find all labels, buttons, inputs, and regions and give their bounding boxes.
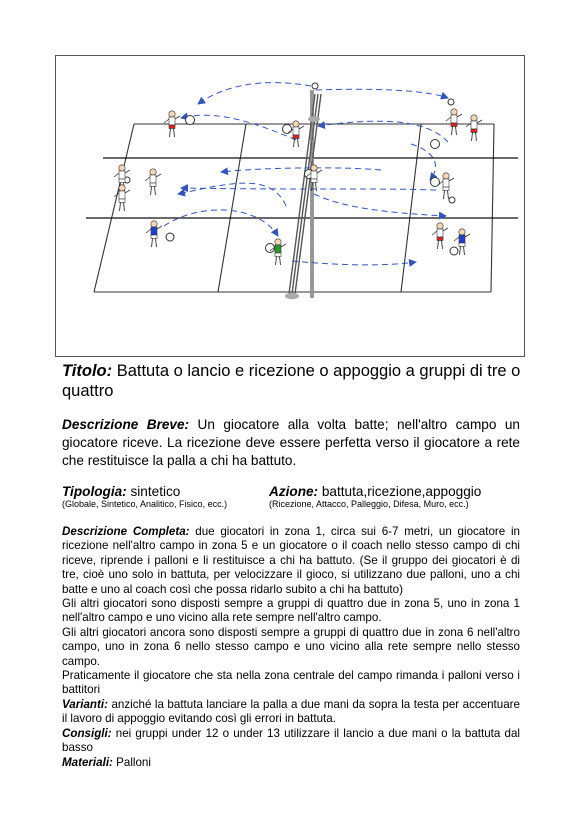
- full-description-p4: Praticamente il giocatore che sta nella zona centrale del campo rimanda i palloni verso i battitori: [62, 669, 520, 697]
- player-4: [466, 115, 482, 141]
- materials: [62, 756, 520, 770]
- action-label: Azione:: [269, 484, 319, 499]
- action: [269, 483, 481, 500]
- title-label: Titolo:: [62, 362, 113, 380]
- court-drawing: [56, 56, 526, 358]
- balls: [124, 83, 458, 255]
- exercise-title: [62, 361, 522, 401]
- short-description-text: Un giocatore alla volta batte; nell'altro campo un giocatore riceve. La ricezione deve essere perfetta verso il giocatore a rete che restituisce la palla a chi ha battuto.: [62, 417, 520, 468]
- typology-label: Tipologia:: [62, 484, 127, 499]
- short-description-label: Descrizione Breve:: [62, 417, 190, 432]
- tips-label: Consigli:: [62, 726, 112, 740]
- variants-label: Varianti:: [62, 697, 108, 711]
- player-3: [446, 109, 462, 135]
- full-description-text: due giocatori in zona 1, circa sui 6-7 metri, un giocatore in ricezione nell'altro campo in zona 5 e un giocatore o il coach nello stesso campo di chi riceve, riprende i palloni e li restituisce a chi ha battuto. (Se il gruppo dei giocatori è di tre, cioè uno solo in battuta, per velocizzare il gioco, si utilizzano due palloni, uno a chi batte e uno al coach così che possa ridarlo subito a chi ha battuto): [62, 525, 520, 596]
- typology: [62, 483, 180, 500]
- action-value: battuta,ricezione,appoggio: [321, 484, 482, 499]
- typology-value: sintetico: [130, 484, 181, 499]
- player-6: [145, 169, 161, 195]
- court-diagram: [55, 55, 525, 357]
- full-description-label: Descrizione Completa:: [62, 525, 190, 538]
- title-text: Battuta o lancio e ricezione o appoggio a gruppi di tre o quattro: [62, 362, 521, 400]
- players: [114, 109, 482, 265]
- tips: [62, 727, 520, 756]
- short-description: [62, 416, 520, 470]
- full-description-p3: Gli altri giocatori ancora sono disposti sempre a gruppi di quattro due in zona 6 nell'altro campo, uno in zona 6 nello stesso campo e uno vicino alla rete sempre nello stesso campo.: [62, 625, 520, 668]
- variants-text: anziché la battuta lanciare la palla a due mani da sopra la testa per accentuare il lavoro di appoggio evitando così gli errori in battuta.: [62, 697, 520, 726]
- player-10: [146, 221, 162, 247]
- player-12: [432, 223, 448, 249]
- full-description-p2: Gli altri giocatori sono disposti sempre a gruppi di quattro due in zona 5, uno in zona 1 nell'altro campo e uno vicino alla rete sempre nell'altro campo.: [62, 597, 520, 625]
- player-2: [288, 121, 304, 147]
- court-lines: [94, 124, 494, 292]
- side-lines: [86, 158, 518, 218]
- materials-label: Materiali:: [62, 755, 113, 769]
- typology-options: (Globale, Sintetico, Analitico, Fisico, ecc.): [62, 499, 228, 509]
- variants: [62, 698, 520, 727]
- full-description: [62, 525, 520, 770]
- player-8: [438, 173, 454, 199]
- full-description-p1: [62, 525, 520, 597]
- tips-text: nei gruppi under 12 o under 13 utilizzare il lancio a due mani o la battuta dal basso: [62, 726, 520, 755]
- materials-text: Palloni: [116, 755, 151, 769]
- action-options: (Ricezione, Attacco, Palleggio, Difesa, Muro, ecc.): [269, 499, 469, 509]
